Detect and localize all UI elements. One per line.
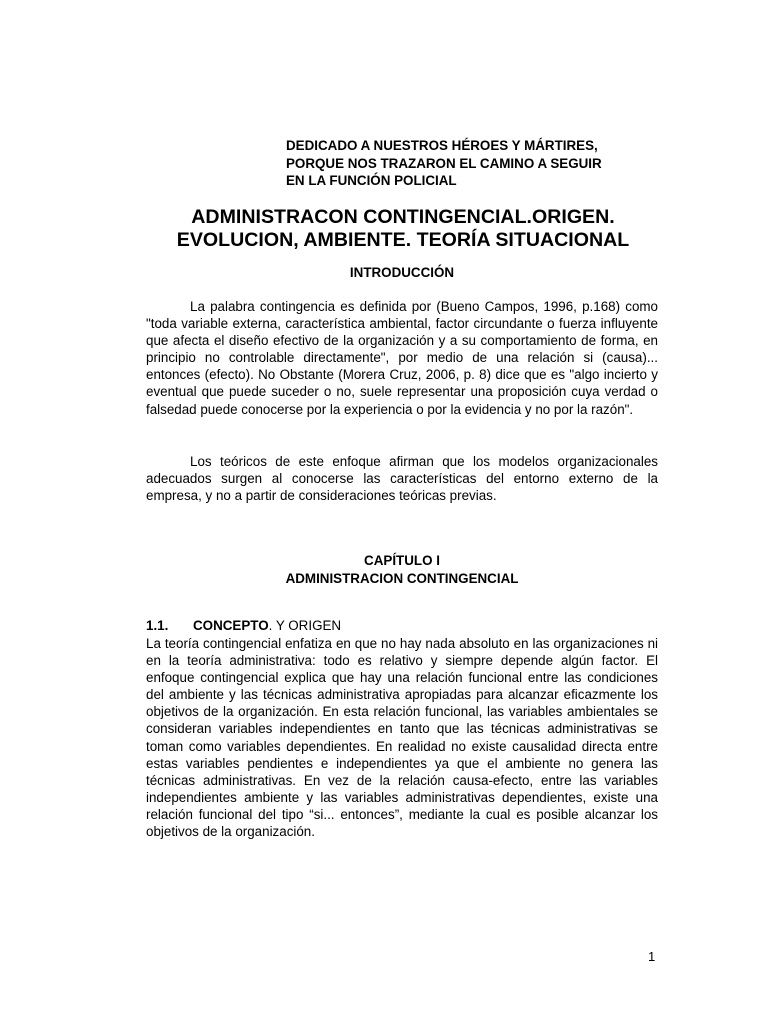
section-title-bold: CONCEPTO [193,618,269,633]
section-number: 1.1. [146,618,169,633]
section-paragraph: La teoría contingencial enfatiza en que no hay nada absoluto en las organizaciones ni en la teoría administrativa: todo es relativo y siempre depende algún factor. El enfoque contingencial explica que hay una relación funcional entre las condiciones del ambiente y las técnicas administrativa apropiadas para alcanzar eficazmente los objetivos de la organización. En esta relación funcional, las variables ambientales se consideran variables independientes en tanto que las técnicas administrativas se toman como variables dependientes. En realidad no existe causalidad directa entre estas variables pendientes e independientes ya que el ambiente no genera las técnicas administrativas. En vez de la relación causa-efecto, entre las variables independientes ambiente y las variables administrativas dependientes, existe una relación funcional del tipo “si... entonces”, mediante la cual es posible alcanzar los objetivos de la organización. [146,636,658,840]
document-title-line-2: EVOLUCION, AMBIENTE. TEORÍA SITUACIONAL [176,229,630,251]
dedication [286,137,658,190]
dedication-line: EN LA FUNCIÓN POLICIAL [286,173,457,188]
document-title [120,206,686,252]
chapter-title: ADMINISTRACION CONTINGENCIAL [285,570,519,586]
section-title-rest: . Y ORIGEN [268,618,342,633]
dedication-line: DEDICADO A NUESTROS HÉROES Y MÁRTIRES, [286,138,598,153]
dedication-line: PORQUE NOS TRAZARON EL CAMINO A SEGUIR [286,155,602,171]
chapter-heading [146,552,658,587]
page-number: 1 [648,949,656,964]
introduction-paragraph-2: Los teóricos de este enfoque afirman que los modelos organizacionales adecuados surgen al conocerse las características del entorno externo de la empresa, y no a partir de consideraciones teóricas previas. [146,454,658,504]
chapter-label: CAPÍTULO I [364,553,440,568]
section-heading [146,617,658,634]
document-title-line-1: ADMINISTRACON CONTINGENCIAL.ORIGEN. [191,206,615,228]
introduction-paragraph-1: La palabra contingencia es definida por (Bueno Campos, 1996, p.168) como "toda variable externa, característica ambiental, factor circundante o fuerza influyente que afecta el diseño efectivo de la organización y a su comportamiento de forma, en principio no controlable directamente", por medio de una relación si (causa)... entonces (efecto). No Obstante (Morera Cruz, 2006, p. 8) dice que es "algo incierto y eventual que puede suceder o no, suele representar una proposición cuya verdad o falsedad puede conocerse por la experiencia o por la evidencia y no por la razón". [146,299,658,417]
introduction-heading: INTRODUCCIÓN [349,265,455,280]
